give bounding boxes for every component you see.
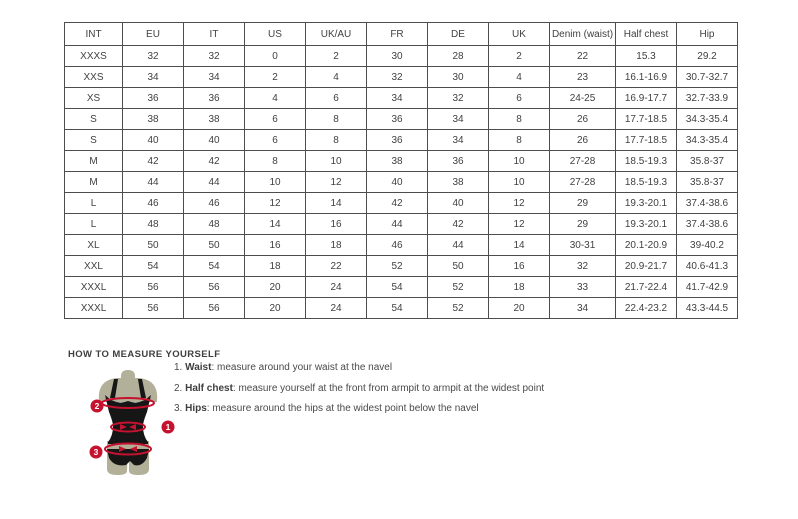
table-cell: 54 [123,256,184,277]
table-cell: 16.9-17.7 [616,88,677,109]
table-cell: 6 [245,130,306,151]
measure-step [174,403,594,415]
table-cell: 44 [123,172,184,193]
column-header: Half chest [616,23,677,46]
table-cell: 24 [306,277,367,298]
table-header-row [65,23,738,46]
table-cell: L [65,193,123,214]
badge-chest-number: 2 [94,401,100,411]
step-number: 2. [174,382,186,394]
table-cell: 32 [123,46,184,67]
table-cell: 44 [428,235,489,256]
table-cell: 38 [123,109,184,130]
table-cell: 10 [489,151,550,172]
table-cell: 12 [489,193,550,214]
table-cell: 28 [428,46,489,67]
table-cell: 54 [367,277,428,298]
table-body [65,46,738,319]
table-cell: 50 [184,235,245,256]
table-cell: 30 [428,67,489,88]
table-cell: 16.1-16.9 [616,67,677,88]
table-cell: 22.4-23.2 [616,298,677,319]
table-cell: M [65,172,123,193]
table-cell: 4 [489,67,550,88]
table-cell: 35.8-37 [677,172,738,193]
mannequin-illustration [85,368,185,478]
table-cell: 46 [367,235,428,256]
column-header: IT [184,23,245,46]
table-cell: 42 [123,151,184,172]
table-cell: 41.7-42.9 [677,277,738,298]
table-row [65,46,738,67]
table-cell: 8 [306,109,367,130]
table-cell: 37.4-38.6 [677,214,738,235]
measure-steps [174,362,594,424]
step-text: : measure around the hips at the widest point below the navel [206,403,479,414]
table-cell: 40 [367,172,428,193]
table-cell: 20 [489,298,550,319]
step-text: : measure around your waist at the navel [211,362,393,373]
table-cell: 26 [550,130,616,151]
measurement-figure [85,368,185,478]
size-chart [64,22,738,319]
table-cell: 4 [245,88,306,109]
table-cell: 2 [245,67,306,88]
table-cell: 40.6-41.3 [677,256,738,277]
table-cell: M [65,151,123,172]
table-row [65,151,738,172]
table-cell: 32 [184,46,245,67]
table-cell: 8 [245,151,306,172]
table-cell: 40 [123,130,184,151]
table-cell: 8 [489,109,550,130]
column-header: EU [123,23,184,46]
table-cell: 10 [489,172,550,193]
badge-hips-number: 3 [93,447,99,457]
table-cell: 12 [245,193,306,214]
table-cell: 14 [489,235,550,256]
column-header: DE [428,23,489,46]
table-cell: 20.1-20.9 [616,235,677,256]
table-cell: 52 [367,256,428,277]
table-cell: XXXS [65,46,123,67]
table-cell: XXL [65,256,123,277]
table-cell: 36 [367,130,428,151]
table-cell: 18 [489,277,550,298]
table-cell: 34 [367,88,428,109]
table-cell: 17.7-18.5 [616,130,677,151]
step-label: Hips [185,403,207,414]
table-cell: 40 [184,130,245,151]
table-cell: 20 [245,298,306,319]
table-cell: 37.4-38.6 [677,193,738,214]
table-cell: 42 [367,193,428,214]
table-cell: XS [65,88,123,109]
table-cell: 26 [550,109,616,130]
table-cell: 32.7-33.9 [677,88,738,109]
table-cell: 52 [428,277,489,298]
column-header: INT [65,23,123,46]
table-cell: 2 [489,46,550,67]
table-cell: XXS [65,67,123,88]
table-cell: 34 [428,130,489,151]
table-cell: 19.3-20.1 [616,193,677,214]
table-cell: 46 [184,193,245,214]
table-cell: 20 [245,277,306,298]
table-cell: 50 [123,235,184,256]
table-cell: 30.7-32.7 [677,67,738,88]
table-cell: 30-31 [550,235,616,256]
step-label: Half chest [185,382,233,394]
table-cell: 34.3-35.4 [677,130,738,151]
table-cell: 46 [123,193,184,214]
table-cell: 30 [367,46,428,67]
table-cell: 8 [489,130,550,151]
table-cell: 20.9-21.7 [616,256,677,277]
table-cell: 33 [550,277,616,298]
table-cell: XL [65,235,123,256]
table-cell: 10 [245,172,306,193]
badge-hips [90,446,103,459]
table-cell: 12 [489,214,550,235]
table-cell: 36 [428,151,489,172]
table-row [65,256,738,277]
column-header: FR [367,23,428,46]
table-cell: 48 [184,214,245,235]
table-cell: XXXL [65,298,123,319]
table-row [65,193,738,214]
table-cell: 23 [550,67,616,88]
table-cell: 35.8-37 [677,151,738,172]
table-cell: 56 [184,298,245,319]
table-cell: 34.3-35.4 [677,109,738,130]
table-header-row [65,23,738,46]
table-cell: 29 [550,193,616,214]
table-cell: 34 [184,67,245,88]
badge-waist-number: 1 [165,422,171,432]
table-cell: 38 [428,172,489,193]
table-cell: 50 [428,256,489,277]
table-cell: 52 [428,298,489,319]
table-cell: 38 [367,151,428,172]
measure-step [174,383,594,395]
column-header: UK/AU [306,23,367,46]
measure-step [174,362,594,374]
table-cell: 18.5-19.3 [616,172,677,193]
table-cell: 2 [306,46,367,67]
table-cell: 18.5-19.3 [616,151,677,172]
table-cell: 18 [306,235,367,256]
table-cell: 22 [306,256,367,277]
table-cell: 34 [550,298,616,319]
step-text: : measure yourself at the front from armpit to armpit at the widest point [232,382,545,394]
step-number: 3. [174,403,186,414]
table-cell: 6 [245,109,306,130]
step-label: Waist [185,362,212,373]
table-cell: 56 [184,277,245,298]
table-cell: 8 [306,130,367,151]
table-cell: 16 [489,256,550,277]
table-cell: 12 [306,172,367,193]
table-cell: 29.2 [677,46,738,67]
column-header: Denim (waist) [550,23,616,46]
table-cell: 14 [306,193,367,214]
table-cell: 29 [550,214,616,235]
table-row [65,109,738,130]
table-cell: 42 [184,151,245,172]
table-row [65,214,738,235]
badge-waist [162,421,175,434]
table-cell: 0 [245,46,306,67]
table-cell: 54 [367,298,428,319]
table-row [65,88,738,109]
step-number: 1. [174,362,186,373]
table-cell: 19.3-20.1 [616,214,677,235]
table-cell: 44 [184,172,245,193]
table-cell: 34 [123,67,184,88]
column-header: Hip [677,23,738,46]
table-cell: 6 [489,88,550,109]
table-cell: 16 [245,235,306,256]
table-cell: 27-28 [550,151,616,172]
table-row [65,67,738,88]
table-cell: 21.7-22.4 [616,277,677,298]
table-cell: 36 [123,88,184,109]
table-cell: 17.7-18.5 [616,109,677,130]
table-row [65,235,738,256]
table-cell: 4 [306,67,367,88]
table-cell: 15.3 [616,46,677,67]
table-cell: 27-28 [550,172,616,193]
table-cell: 36 [367,109,428,130]
table-cell: 39-40.2 [677,235,738,256]
table-cell: 56 [123,277,184,298]
table-row [65,172,738,193]
table-cell: XXXL [65,277,123,298]
table-cell: 54 [184,256,245,277]
table-cell: 24-25 [550,88,616,109]
table-cell: 6 [306,88,367,109]
table-cell: 40 [428,193,489,214]
table-cell: 48 [123,214,184,235]
table-row [65,277,738,298]
table-cell: 10 [306,151,367,172]
column-header: UK [489,23,550,46]
table-cell: 32 [428,88,489,109]
table-cell: 43.3-44.5 [677,298,738,319]
table-cell: 56 [123,298,184,319]
table-cell: 14 [245,214,306,235]
table-cell: 36 [184,88,245,109]
table-cell: 42 [428,214,489,235]
column-header: US [245,23,306,46]
size-chart-table [64,22,738,319]
table-cell: S [65,130,123,151]
table-cell: S [65,109,123,130]
table-cell: 38 [184,109,245,130]
badge-chest [91,400,104,413]
table-cell: L [65,214,123,235]
table-cell: 18 [245,256,306,277]
table-cell: 16 [306,214,367,235]
table-row [65,298,738,319]
table-cell: 44 [367,214,428,235]
table-row [65,130,738,151]
table-cell: 22 [550,46,616,67]
table-cell: 32 [367,67,428,88]
table-cell: 32 [550,256,616,277]
measure-section-heading: HOW TO MEASURE YOURSELF [68,349,221,360]
table-cell: 34 [428,109,489,130]
table-cell: 24 [306,298,367,319]
